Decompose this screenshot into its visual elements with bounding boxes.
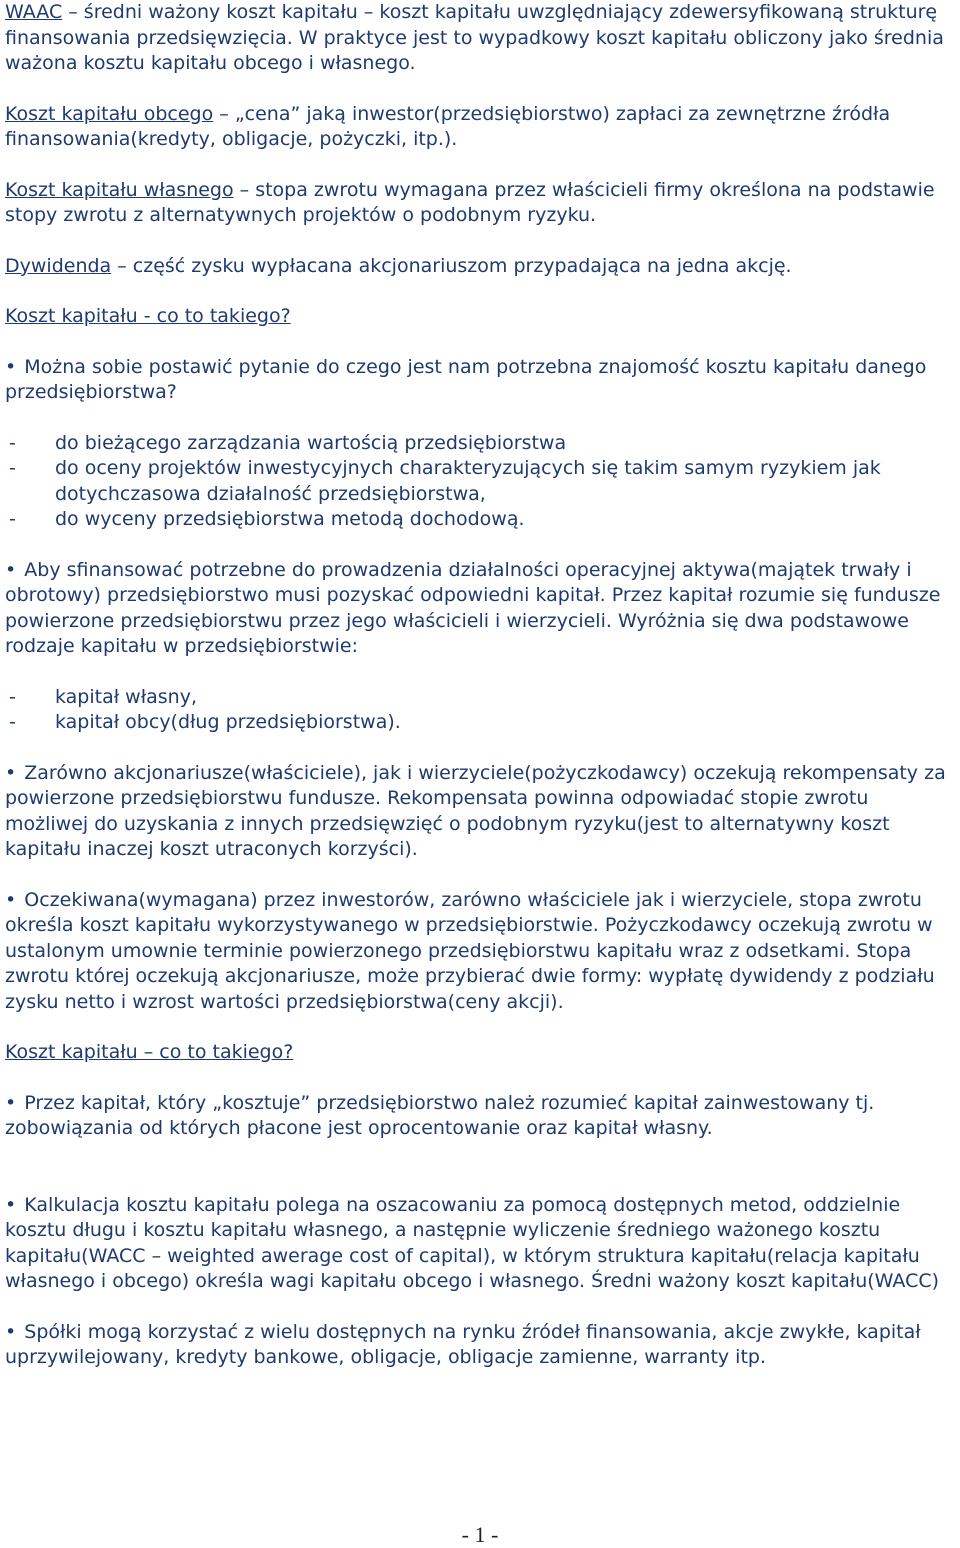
term-dywidenda: Dywidenda bbox=[5, 254, 112, 277]
list-item: - do bieżącego zarządzania wartością przedsiębiorstwa bbox=[5, 431, 957, 457]
bullet-icon: • bbox=[5, 761, 17, 784]
definition-waac bbox=[5, 0, 957, 77]
list-item: - do oceny projektów inwestycyjnych charakteryzujących się takim samym ryzykiem jak dotychczasowa działalność przedsiębiorstwa, bbox=[5, 456, 957, 507]
list-item: - kapitał własny, bbox=[5, 685, 957, 711]
bullet-icon: • bbox=[5, 1320, 17, 1343]
bullet-icon: • bbox=[5, 355, 17, 378]
bullet-paragraph bbox=[5, 558, 957, 660]
list-item: - do wyceny przedsiębiorstwa metodą dochodową. bbox=[5, 507, 957, 533]
dash-list bbox=[5, 431, 957, 533]
term-koszt-kapitalu-obcego: Koszt kapitału obcego bbox=[5, 102, 214, 125]
term-koszt-kapitalu-wlasnego: Koszt kapitału własnego bbox=[5, 178, 234, 201]
section-heading: Koszt kapitału - co to takiego? bbox=[5, 305, 291, 327]
bullet-icon: • bbox=[5, 888, 17, 911]
definition-koszt-kapitalu-obcego bbox=[5, 102, 957, 153]
section-heading: Koszt kapitału – co to takiego? bbox=[5, 1041, 294, 1063]
definition-text: – część zysku wypłacana akcjonariuszom przypadająca na jedna akcję. bbox=[111, 254, 792, 277]
bullet-icon: • bbox=[5, 1193, 17, 1216]
bullet-paragraph bbox=[5, 888, 957, 1016]
paragraph-text: Przez kapitał, który „kosztuje” przedsiębiorstwo należ rozumieć kapitał zainwestowany tj. zobowiązania od których płacone jest oprocentowanie oraz kapitał własny. bbox=[5, 1091, 875, 1139]
bullet-paragraph bbox=[5, 761, 957, 863]
bullet-icon: • bbox=[5, 558, 17, 581]
paragraph-text: Można sobie postawić pytanie do czego jest nam potrzebna znajomość kosztu kapitału danego przedsiębiorstwa? bbox=[5, 355, 927, 403]
paragraph-text: Oczekiwana(wymagana) przez inwestorów, zarówno właściciele jak i wierzyciele, stopa zwrotu określa koszt kapitału wykorzystywanego w przedsiębiorstwie. Pożyczkodawcy oczekują zwrotu w ustalonym umownie terminie powierzonego przedsiębiorstwu kapitału wraz z odsetkami. Stopa zwrotu której oczekują akcjonariusze, może przybierać dwie formy: wypłatę dywidendy z podziału zysku netto i wzrost wartości przedsiębiorstwa(ceny akcji). bbox=[5, 888, 935, 1013]
paragraph-text: Zarówno akcjonariusze(właściciele), jak i wierzyciele(pożyczkodawcy) oczekują rekompensaty za powierzone przedsiębiorstwu fundusze. Rekompensata powinna odpowiadać stopie zwrotu możliwej do uzyskania z innych przedsięwzięć o podobnym ryzyku(jest to alternatywny koszt kapitału inaczej koszt utraconych korzyści). bbox=[5, 761, 946, 860]
definition-text: – stopa zwrotu wymagana przez właścicieli firmy określona na podstawie stopy zwrotu z alternatywnych projektów o podobnym ryzyku. bbox=[5, 178, 935, 226]
bullet-paragraph bbox=[5, 1193, 957, 1295]
definition-dywidenda bbox=[5, 254, 957, 280]
list-item: - kapitał obcy(dług przedsiębiorstwa). bbox=[5, 710, 957, 736]
definition-koszt-kapitalu-wlasnego bbox=[5, 178, 957, 229]
bullet-icon: • bbox=[5, 1091, 17, 1114]
bullet-paragraph bbox=[5, 1091, 957, 1142]
dash-list bbox=[5, 685, 957, 736]
paragraph-text: Aby sfinansować potrzebne do prowadzenia działalności operacyjnej aktywa(majątek trwały i obrotowy) przedsiębiorstwo musi pozyskać odpowiedni kapitał. Przez kapitał rozumie się fundusze powierzone przedsiębiorstwu przez jego właścicieli i wierzycieli. Wyróżnia się dwa podstawowe rodzaje kapitału w przedsiębiorstwie: bbox=[5, 558, 941, 657]
paragraph-text: Spółki mogą korzystać z wielu dostępnych na rynku źródeł finansowania, akcje zwykłe, kapitał uprzywilejowany, kredyty bankowe, obligacje, obligacje zamienne, warranty itp. bbox=[5, 1320, 921, 1368]
paragraph-text: Kalkulacja kosztu kapitału polega na oszacowaniu za pomocą dostępnych metod, oddzielnie kosztu długu i kosztu kapitału własnego, a następnie wyliczenie średniego ważonego kosztu kapitału(WACC – weighted awerage cost of capital), w którym struktura kapitału(relacja kapitału własnego i obcego) określa wagi kapitału obcego i własnego. Średni ważony koszt kapitału(WACC) bbox=[5, 1193, 940, 1292]
document-page bbox=[5, 0, 957, 1371]
page-number: - 1 - bbox=[461, 1522, 499, 1547]
definition-text: – „cena” jaką inwestor(przedsiębiorstwo) zapłaci za zewnętrzne źródła finansowania(kredyty, obligacje, pożyczki, itp.). bbox=[5, 102, 891, 150]
definition-text: – średni ważony koszt kapitału – koszt kapitału uwzględniający zdewersyfikowaną strukturę finansowania przedsięwzięcia. W praktyce jest to wypadkowy koszt kapitału obliczony jako średnia ważona kosztu kapitału obcego i własnego. bbox=[5, 1, 944, 74]
bullet-paragraph bbox=[5, 355, 957, 406]
bullet-paragraph bbox=[5, 1320, 957, 1371]
term-waac: WAAC bbox=[5, 1, 63, 23]
